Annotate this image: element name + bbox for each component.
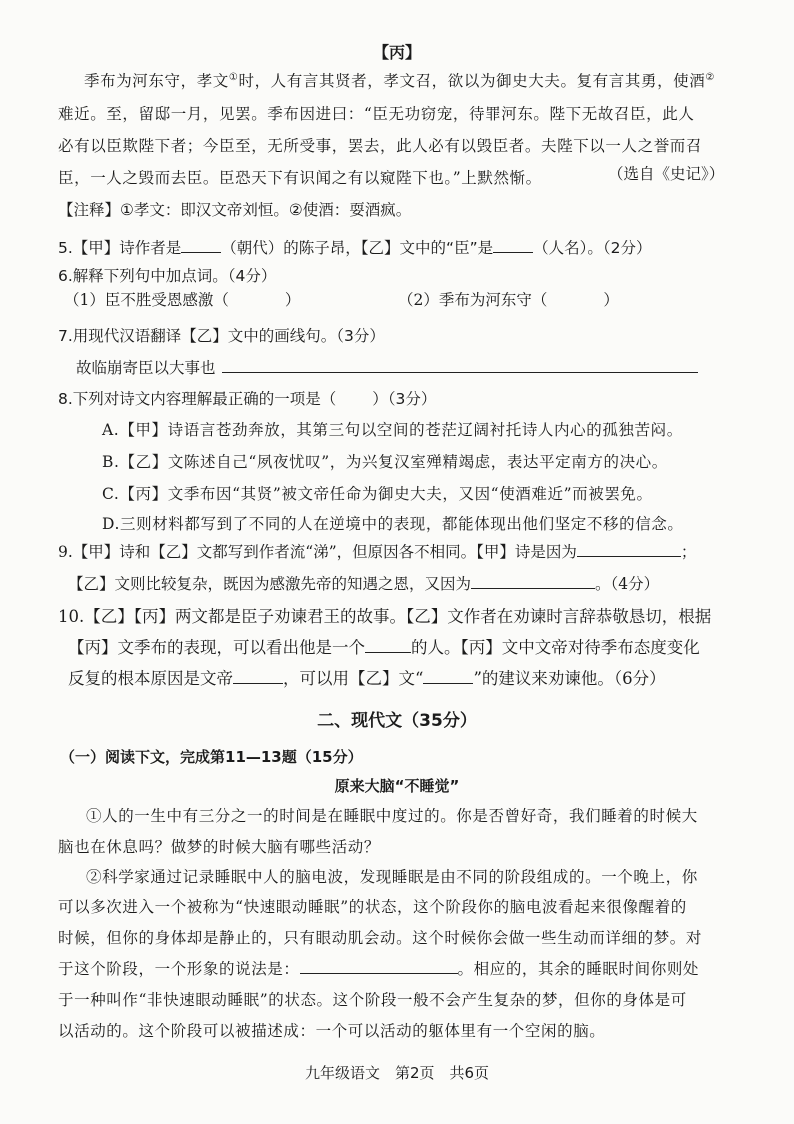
- footnote-mark: ②: [705, 71, 715, 83]
- answer-blank[interactable]: [300, 958, 458, 974]
- answer-blank[interactable]: [577, 541, 681, 557]
- question-5: [58, 237, 651, 259]
- question-6-stem: 6.解释下列句中加点词。（4分）: [58, 267, 277, 285]
- question-text: （1）臣不胜受恩感激（: [64, 291, 229, 309]
- question-text: （朝代）的陈子昂，【乙】文中的“臣”是: [221, 239, 494, 257]
- option-d[interactable]: D.三则材料都写到了不同的人在逆境中的表现，都能体现出他们坚定不移的信念。: [102, 515, 684, 533]
- answer-blank[interactable]: [423, 668, 473, 684]
- article-line: ②科学家通过记录睡眠中人的脑电波，发现睡眠是由不同的阶段组成的。一个晚上，你: [86, 868, 698, 886]
- answer-blank[interactable]: [493, 237, 533, 253]
- question-text: 。（4分）: [595, 575, 660, 593]
- section-title: 二、现代文（35分）: [317, 711, 477, 731]
- article-line: ①人的一生中有三分之一的时间是在睡眠中度过的。你是否曾好奇，我们睡着的时候大: [86, 807, 698, 825]
- answer-blank[interactable]: [233, 668, 283, 684]
- answer-line[interactable]: [222, 357, 698, 373]
- article-line: 以活动的。这个阶段可以被描述成：一个可以活动的躯体里有一个空闲的脑。: [58, 1022, 606, 1040]
- question-9-line-2: [68, 573, 659, 595]
- page-footer: 九年级语文 第2页 共6页: [304, 1064, 490, 1082]
- passage-text: 时，人有言其贤者，孝文召，欲以为御史大夫。复有言其勇，使酒: [238, 72, 706, 90]
- article-line: 时候，但你的身体却是静止的，只有眼动肌会动。这个时候你会做一些生动而详细的梦。对: [58, 929, 703, 947]
- question-text: ”的建议来劝谏他。（6分）: [473, 669, 666, 688]
- option-c[interactable]: C.【丙】文季布因“其贤”被文帝任命为御史大夫，又因“使酒难近”而被罢免。: [102, 485, 653, 503]
- question-text: （人名）。（2分）: [533, 239, 652, 257]
- question-text: 【乙】文则比较复杂，既因为感激先帝的知遇之恩，又因为: [68, 575, 472, 593]
- article-title: 原来大脑“不睡觉”: [334, 777, 460, 795]
- question-text: 故临崩寄臣以大事也: [76, 359, 216, 377]
- passage-line: 臣，一人之毁而去臣。臣恐天下有识闻之有以窥陛下也。”上默然惭。: [58, 169, 542, 187]
- question-6-item-1: [64, 289, 300, 311]
- article-text: 。相应的，其余的睡眠时间你则处: [457, 960, 700, 978]
- passage-heading-bing: 【丙】: [372, 43, 421, 62]
- question-text: 5.【甲】诗作者是: [58, 239, 182, 257]
- part-title: （一）阅读下文，完成第11—13题（15分）: [60, 748, 363, 766]
- question-text: 9.【甲】诗和【乙】文都写到作者流“涕”，但原因各不相同。【甲】诗是因为: [58, 543, 577, 561]
- passage-line: 难近。至，留邸一月，见罢。季布因进曰：“臣无功窃宠，待罪河东。陛下无故召臣，此人: [58, 105, 695, 123]
- passage-line: [84, 70, 715, 92]
- option-b[interactable]: B.【乙】文陈述自己“夙夜忧叹”，为兴复汉室殚精竭虑，表达平定南方的决心。: [102, 453, 668, 471]
- question-text: 【丙】文季布的表现，可以看出他是一个: [68, 638, 365, 657]
- passage-text: 季布为河东守，孝文: [84, 72, 229, 90]
- passage-line: 必有以臣欺陛下者；今臣至，无所受事，罢去，此人必有以毁臣者。夫陛下以一人之誉而召: [58, 137, 703, 155]
- answer-blank[interactable]: [181, 237, 221, 253]
- question-10-line-1: 10.【乙】【丙】两文都是臣子劝谏君王的故事。【乙】文作者在劝谏时言辞恭敬恳切，根据: [58, 607, 712, 626]
- article-line: 于一种叫作“非快速眼动睡眠”的状态。这个阶段一般不会产生复杂的梦，但你的身体是可: [58, 991, 687, 1009]
- question-6-item-2: [398, 289, 619, 311]
- question-8-stem: [58, 388, 436, 410]
- article-line: [58, 958, 699, 980]
- question-text: ，可以用【乙】文“: [283, 669, 424, 688]
- passage-annotation: 【注释】①孝文：即汉文帝刘恒。②使酒：耍酒疯。: [58, 201, 412, 219]
- question-7-stem: 7.用现代汉语翻译【乙】文中的画线句。（3分）: [58, 327, 385, 345]
- question-text: 8.下列对诗文内容理解最正确的一项是（: [58, 390, 337, 408]
- question-text: （2）季布为河东守（: [398, 291, 548, 309]
- question-10-line-2: [68, 637, 700, 659]
- answer-blank[interactable]: [365, 637, 411, 653]
- question-text: ）: [603, 291, 619, 309]
- question-9-line-1: [58, 541, 696, 563]
- question-text: 的人。【丙】文中文帝对待季布态度变化: [411, 638, 700, 657]
- article-line: 可以多次进入一个被称为“快速眼动睡眠”的状态，这个阶段你的脑电波看起来很像醒着的: [58, 898, 687, 916]
- footnote-mark: ①: [228, 71, 239, 83]
- passage-source: （选自《史记》）: [608, 165, 725, 183]
- answer-blank[interactable]: [471, 573, 595, 589]
- question-10-line-3: [68, 668, 666, 690]
- option-a[interactable]: A.【甲】诗语言苍劲奔放，其第三句以空间的苍茫辽阔衬托诗人内心的孤独苦闷。: [102, 421, 683, 439]
- question-text: 反复的根本原因是文帝: [68, 669, 233, 688]
- question-text: ）: [284, 291, 301, 309]
- question-text: ；: [680, 543, 697, 561]
- article-text: 于这个阶段，一个形象的说法是：: [58, 960, 300, 978]
- article-line: 脑也在休息吗？做梦的时候大脑有哪些活动？: [58, 838, 381, 856]
- question-text: ）（3分）: [372, 390, 437, 408]
- answer-blank[interactable]: [336, 389, 372, 404]
- question-7-sentence: [76, 357, 698, 379]
